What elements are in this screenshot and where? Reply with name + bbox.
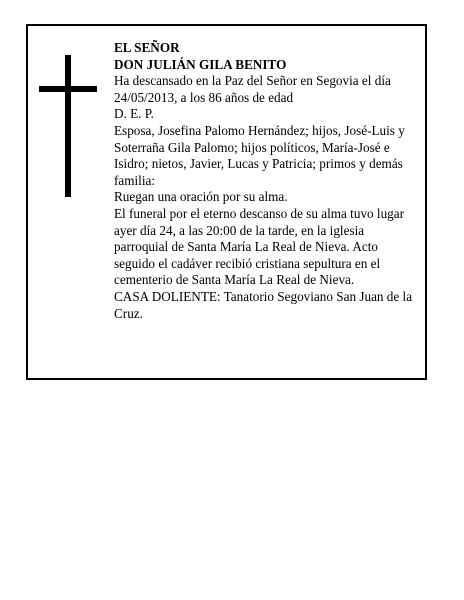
obituary-notice bbox=[26, 24, 427, 380]
cross-vertical-bar bbox=[65, 55, 71, 197]
funeral-details: El funeral por el eterno descanso de su alma tuvo lugar ayer día 24, a las 20:00 de la tarde, en la iglesia parroquial de Santa María La Real de Nieva. Acto seguido el cadáver recibió cristiana sepultura en el cementerio de Santa María La Real de Nieva. bbox=[114, 205, 405, 288]
obituary-text bbox=[114, 40, 420, 322]
cross-icon bbox=[39, 55, 97, 197]
prayer-request: Ruegan una oración por su alma. bbox=[114, 189, 288, 205]
mourning-house: CASA DOLIENTE: Tanatorio Segoviano San Juan de la Cruz. bbox=[114, 288, 413, 321]
obituary-title: EL SEÑOR bbox=[114, 40, 180, 55]
death-notice: Ha descansado en la Paz del Señor en Segovia el día 24/05/2013, a los 86 años de edad bbox=[114, 73, 391, 105]
dep-line: D. E. P. bbox=[114, 106, 154, 122]
deceased-name: DON JULIÁN GILA BENITO bbox=[114, 56, 287, 72]
family-list: Esposa, Josefina Palomo Hernández; hijos, José-Luis y Soterraña Gila Palomo; hijos políticos, María-José e Isidro; nietos, Javier, Lucas y Patricia; primos y demás familia: bbox=[114, 122, 405, 188]
cross-horizontal-bar bbox=[39, 86, 97, 92]
